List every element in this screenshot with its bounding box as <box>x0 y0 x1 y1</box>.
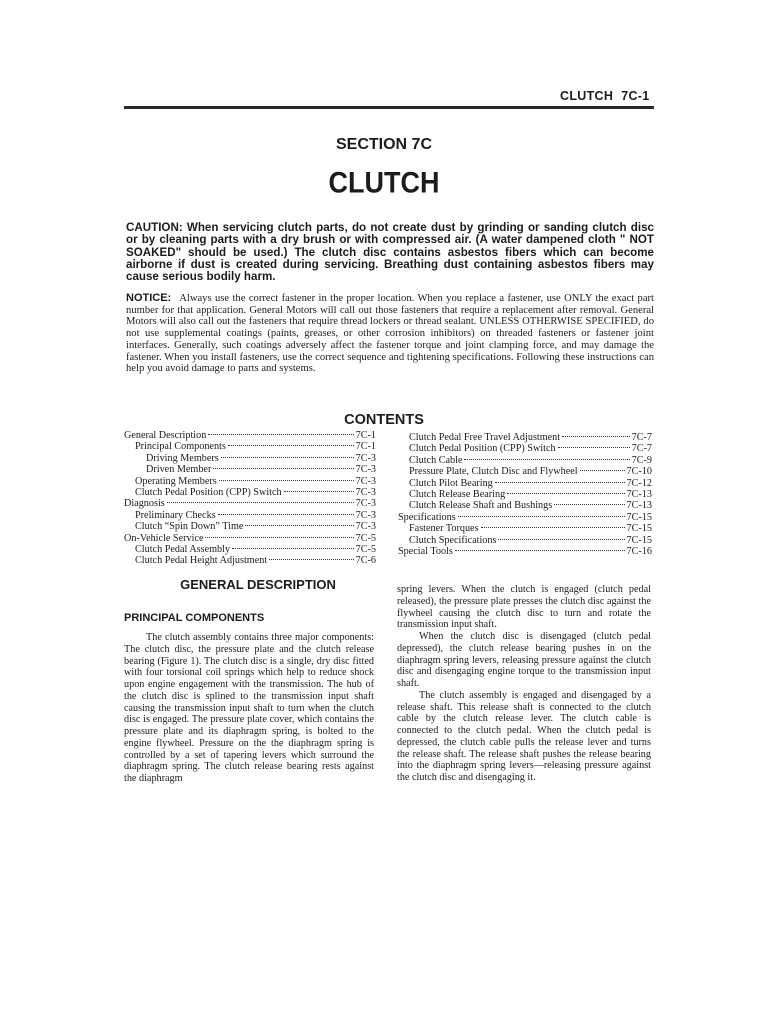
toc-entry-page: 7C-3 <box>355 464 376 476</box>
toc-entry-title: Fastener Torques <box>409 523 479 535</box>
header-rule <box>124 106 654 109</box>
page-title: CLUTCH <box>328 166 440 200</box>
toc-entry-title: General Description <box>124 430 207 441</box>
toc-leader-dots <box>481 527 625 528</box>
toc-entry-page: 7C-7 <box>631 443 652 455</box>
toc-entry <box>124 441 376 452</box>
toc-entry-title: Clutch Pedal Height Adjustment <box>135 555 268 567</box>
running-header <box>560 89 649 103</box>
toc-leader-dots <box>218 514 354 515</box>
toc-leader-dots <box>208 434 353 435</box>
toc-entry-title: Clutch Pedal Assembly <box>135 544 231 556</box>
toc-entry-title: Clutch Pedal Position (CPP) Switch <box>409 443 556 455</box>
body-paragraph: spring levers. When the clutch is engaged (clutch pedal released), the pressure plate presses the clutch disc against the flywheel causing the clutch disc to turn and rotate the transmission input shaft. <box>397 584 651 631</box>
toc-entry <box>398 523 652 534</box>
body-column-left <box>124 632 374 785</box>
toc-entry <box>124 544 376 555</box>
toc-entry-page: 7C-3 <box>355 498 376 510</box>
toc-leader-dots <box>232 548 354 549</box>
toc-leader-dots <box>284 491 354 492</box>
running-title: CLUTCH <box>560 89 614 103</box>
toc-entry <box>124 510 376 521</box>
toc-entry <box>124 487 376 498</box>
toc-leader-dots <box>205 537 353 538</box>
toc-leader-dots <box>458 516 625 517</box>
toc-entry-page: 7C-3 <box>355 452 376 464</box>
toc-entry-title: Specifications <box>398 511 456 523</box>
toc-entry-title: Pressure Plate, Clutch Disc and Flywheel <box>409 466 578 478</box>
toc-entry-title: Clutch Release Shaft and Bushings <box>409 500 553 512</box>
toc-entry-title: Special Tools <box>398 546 453 558</box>
toc-entry-page: 7C-6 <box>355 555 376 567</box>
toc-entry <box>398 535 652 546</box>
toc-entry-page: 7C-10 <box>626 466 652 478</box>
toc-entry <box>398 478 652 489</box>
toc-entry <box>398 500 652 511</box>
toc-entry <box>124 476 376 487</box>
toc-leader-dots <box>464 459 629 460</box>
toc-entry <box>124 521 376 532</box>
toc-entry-title: Driven Member <box>146 464 212 476</box>
toc-entry-title: Clutch Pedal Position (CPP) Switch <box>135 487 282 499</box>
notice-paragraph <box>126 293 654 375</box>
toc-entry <box>398 443 652 454</box>
toc-entry-page: 7C-13 <box>626 500 652 512</box>
toc-leader-dots <box>245 525 353 526</box>
toc-entry-title: Clutch Release Bearing <box>409 489 506 501</box>
body-column-right <box>397 584 651 784</box>
toc-entry <box>398 489 652 500</box>
notice-text: Always use the correct fastener in the proper location. When you replace a fastener, use ONLY the exact part number for that application. General Motors will call out those fasteners that require a replacement after removal. General Motors will also call out the fasteners that require thread lockers or thread sealant. UNLESS OTHERWISE SPECIFIED, do not use supplemental coatings (paints, greases, or other corrosion inhibitors) on threaded fasteners or fastener joint interfaces. Generally, such coatings adversely affect the fastener torque and joint clamping force, and may damage the fastener. When you install fasteners, use the correct sequence and tightening specifications. Following these instructions can help you avoid damage to parts and systems. <box>126 293 654 375</box>
toc-entry-page: 7C-7 <box>631 432 652 443</box>
toc-entry <box>124 464 376 475</box>
toc-entry-page: 7C-5 <box>355 532 376 544</box>
toc-entry <box>398 432 652 443</box>
toc-leader-dots <box>455 550 625 551</box>
body-paragraph: The clutch assembly contains three major components: The clutch disc, the pressure plate and the clutch release bearing (Figure 1). The clutch disc is a single, dry disc fitted with four torsional coil springs which help to reduce shock upon engine engagement with the transmission. The hub of the clutch disc is splined to the transmission input shaft causing the transmission input shaft to turn when the clutch disc is engaged. The pressure plate cover, which contains the pressure plate and its diaphragm spring, is bolted to the engine flywheel. Pressure on the the diaphragm spring is controlled by a set of tapering levers which surround the diaphragm spring. The clutch release bearing rests against the diaphragm <box>124 632 374 784</box>
toc-leader-dots <box>213 468 353 469</box>
toc-entry <box>124 533 376 544</box>
toc-entry <box>124 555 376 566</box>
toc-entry-title: Clutch Pedal Free Travel Adjustment <box>409 432 561 443</box>
toc-leader-dots <box>228 445 354 446</box>
toc-entry-title: Operating Members <box>135 475 217 487</box>
toc-leader-dots <box>221 457 354 458</box>
toc-leader-dots <box>507 493 624 494</box>
toc-entry-page: 7C-15 <box>626 523 652 535</box>
toc-leader-dots <box>562 436 630 437</box>
toc-leader-dots <box>558 447 630 448</box>
contents-list-right <box>398 432 652 557</box>
page-number: 7C-1 <box>621 89 650 103</box>
contents-heading: CONTENTS <box>344 412 424 428</box>
toc-entry-page: 7C-9 <box>631 454 652 466</box>
toc-entry-page: 7C-5 <box>355 544 376 556</box>
toc-leader-dots <box>167 502 354 503</box>
general-description-heading: GENERAL DESCRIPTION <box>180 577 336 592</box>
toc-entry-title: Clutch Cable <box>409 454 463 466</box>
toc-leader-dots <box>495 482 625 483</box>
toc-entry <box>398 512 652 523</box>
toc-entry <box>398 466 652 477</box>
toc-entry-page: 7C-3 <box>355 475 376 487</box>
toc-entry-title: Principal Components <box>135 441 226 453</box>
toc-leader-dots <box>498 539 624 540</box>
contents-list-left <box>124 430 376 567</box>
body-paragraph: When the clutch disc is disengaged (clutch pedal depressed), the clutch release bearing pushes in on the diaphragm spring levers, releasing pressure against the clutch disc and disengaging engine torque to the transmission input shaft. <box>397 631 651 689</box>
toc-entry-page: 7C-13 <box>626 489 652 501</box>
caution-paragraph: CAUTION: When servicing clutch parts, do not create dust by grinding or sanding clutch disc or by cleaning parts with a dry brush or with compressed air. (A water dampened cloth " NOT SOAKED" should be used.) The clutch disc contains asbestos fibers which can become airborne if dust is created during servicing. Breathing dust containing asbestos fibers may cause serious bodily harm. <box>126 221 654 284</box>
toc-entry-page: 7C-3 <box>355 509 376 521</box>
body-paragraph: The clutch assembly is engaged and disengaged by a release shaft. This release shaft is connected to the clutch cable by the clutch release lever. The clutch cable is connected to the clutch pedal. When the clutch pedal is depressed, the clutch cable pulls the release lever and turns the release shaft. The release shaft pushes the release bearing into the diaphragm spring levers—releasing pressure against the clutch disc and disengaging it. <box>397 689 651 783</box>
toc-entry-page: 7C-3 <box>355 521 376 533</box>
toc-entry-title: Clutch Specifications <box>409 534 497 546</box>
toc-entry-title: Diagnosis <box>124 498 165 510</box>
toc-entry <box>124 430 376 441</box>
toc-entry-page: 7C-15 <box>626 511 652 523</box>
toc-entry-title: On-Vehicle Service <box>124 532 204 544</box>
toc-entry-title: Clutch Pilot Bearing <box>409 477 493 489</box>
toc-entry-title: Preliminary Checks <box>135 509 216 521</box>
toc-entry-title: Clutch “Spin Down” Time <box>135 521 244 533</box>
toc-entry-page: 7C-12 <box>626 477 652 489</box>
section-label: SECTION 7C <box>335 136 432 153</box>
notice-label: NOTICE: <box>126 292 172 304</box>
principal-components-heading: PRINCIPAL COMPONENTS <box>124 612 265 624</box>
toc-leader-dots <box>269 559 353 560</box>
toc-leader-dots <box>554 504 624 505</box>
toc-entry-page: 7C-16 <box>626 546 652 558</box>
toc-entry <box>124 453 376 464</box>
toc-leader-dots <box>219 480 354 481</box>
toc-entry <box>398 546 652 557</box>
toc-leader-dots <box>580 470 625 471</box>
toc-entry-page: 7C-1 <box>355 430 376 441</box>
toc-entry-page: 7C-15 <box>626 534 652 546</box>
toc-entry-page: 7C-3 <box>355 487 376 499</box>
toc-entry <box>124 498 376 509</box>
toc-entry <box>398 455 652 466</box>
toc-entry-page: 7C-1 <box>355 441 376 453</box>
toc-entry-title: Driving Members <box>146 452 219 464</box>
